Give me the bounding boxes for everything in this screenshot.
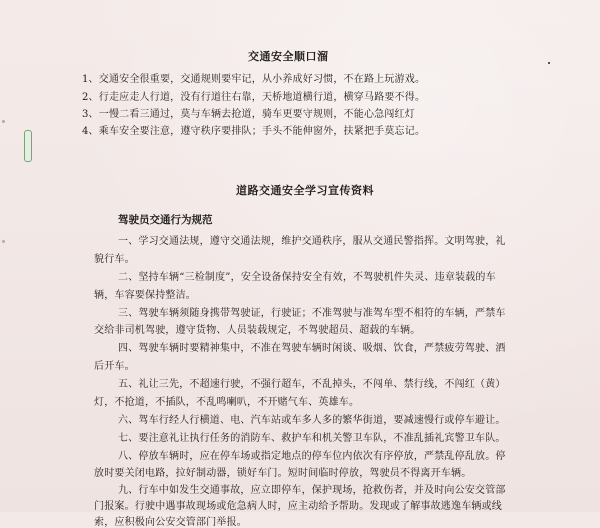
punch-mark xyxy=(2,120,5,123)
section-heading: 驾驶员交通行为规范 xyxy=(118,214,213,226)
rhyme-line: 1、交通安全很重要，交通规则要牢记，从小养成好习惯，不在路上玩游戏。 xyxy=(82,74,426,85)
body-line: 一、学习交通法规，遵守交通法规，维护交通秩序，服从交通民警指挥。文明驾驶，礼 xyxy=(118,236,506,247)
rhyme-line: 2、行走应走人行道，没有行道往右靠，天桥地道横行道，横穿马路要不得。 xyxy=(82,92,426,103)
body-line: 三、驾驶车辆须随身携带驾驶证，行驶证；不准驾驶与准驾车型不相符的车辆，严禁车 xyxy=(118,308,506,319)
body-line: 六、驾车行经人行横道、电、汽车站或车多人多的繁华街道，要减速慢行或停车避让。 xyxy=(118,415,506,426)
rhyme-title: 交通安全顺口溜 xyxy=(248,50,329,63)
body-line: 辆，车容要保持整洁。 xyxy=(94,290,196,301)
body-line: 貌行车。 xyxy=(94,254,135,265)
body-line: 四、驾驶车辆时要精神集中，不准在驾驶车辆时闲谈、吸烟、饮食，严禁疲劳驾驶、酒 xyxy=(118,343,506,354)
body-line: 后开车。 xyxy=(94,361,135,372)
body-line: 门报案。行驶中遇事故现场或危急病人时，应主动给予帮助。发现或了解事故逃逸车辆或线 xyxy=(94,501,502,512)
body-line: 灯，不抢道，不插队，不乱鸣喇叭，不开赌气车、英雄车。 xyxy=(94,397,360,408)
body-line: 八、停放车辆时，应在停车场或指定地点的停车位内依次有序停放，严禁乱停乱放。停 xyxy=(118,451,506,462)
body-line: 放时要关闭电路，拉好制动器，锁好车门。短时间临时停放，驾驶员不得离开车辆。 xyxy=(94,468,472,479)
ink-dot xyxy=(548,62,550,64)
body-line: 七、要注意礼让执行任务的消防车、救护车和机关警卫车队，不准乱插礼宾警卫车队。 xyxy=(118,433,506,444)
body-line: 五、礼让三先，不超速行驶，不强行超车，不乱掉头，不闯单、禁行线，不闯红（黄） xyxy=(118,379,506,390)
body-line: 九、行车中如发生交通事故，应立即停车，保护现场，抢救伤者，并及时向公安交管部 xyxy=(118,485,506,496)
rhyme-line: 4、乘车安全要注意，遵守秩序要排队；手头不能伸窗外，扶紧把手莫忘记。 xyxy=(82,126,426,137)
rhyme-line: 3、一慢二看三通过，莫与车辆去抢道，骑车更要守规则，不能心急闯红灯 xyxy=(82,109,415,120)
staple xyxy=(24,130,32,162)
punch-mark xyxy=(2,240,5,243)
material-title: 道路交通安全学习宣传资料 xyxy=(236,184,374,197)
body-line: 索，应积极向公安交管部门举报。 xyxy=(94,517,247,528)
body-line: 交给非司机驾驶，遵守货物、人员装载规定，不驾驶超员、超载的车辆。 xyxy=(94,325,421,336)
body-line: 二、坚持车辆“三检制度”，安全设备保持安全有效，不驾驶机件失灵、违章装载的车 xyxy=(118,272,496,283)
